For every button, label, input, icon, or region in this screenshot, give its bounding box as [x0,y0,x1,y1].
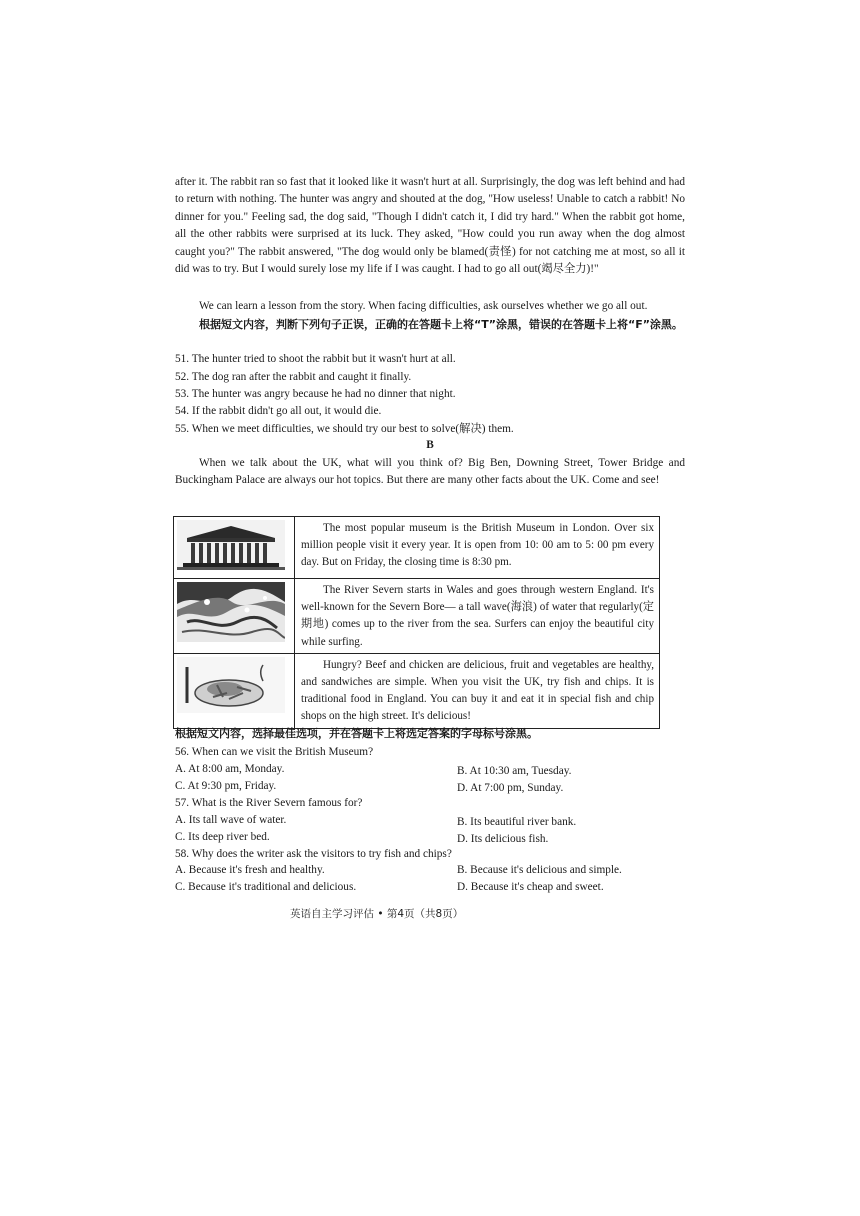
passage-a-lesson: We can learn a lesson from the story. When facing difficulties, ask ourselves whether we go all out. [199,300,648,312]
british-museum-photo [177,520,285,570]
option-56-a: A. At 8:00 am, Monday. [175,763,285,775]
option-58-a: A. Because it's fresh and healthy. [175,864,325,876]
question-58: 58. Why does the writer ask the visitors to try fish and chips? [175,848,452,860]
uk-facts-table [173,516,660,729]
table-text-cell [295,579,660,654]
table-row [174,517,660,579]
river-wave-photo [177,582,285,642]
multiple-choice-instruction: 根据短文内容，选择最佳选项，并在答题卡上将选定答案的字母标号涂黑。 [175,727,538,740]
table-image-cell [174,579,295,654]
passage-b-intro: When we talk about the UK, what will you think of? Big Ben, Downing Street, Tower Bridge and Buckingham Palace are always our hot topics. But there are many other facts about the UK. Come and see! [175,457,685,487]
table-row [174,653,660,728]
statement-55: 55. When we meet difficulties, we should try our best to solve(解决) them. [175,423,514,435]
museum-fact-text: The most popular museum is the British Museum in London. Over six million people visit it every year. It is open from 10: 00 am to 5: 00 pm every day. But on Friday, the closing time is 8:30 pm. [301,522,654,569]
statement-51: 51. The hunter tried to shoot the rabbit but it wasn't hurt at all. [175,353,456,365]
statement-52: 52. The dog ran after the rabbit and caught it finally. [175,371,412,383]
page-footer: 英语自主学习评估 • 第4页（共8页） [290,908,464,920]
option-56-d: D. At 7:00 pm, Sunday. [457,782,564,794]
option-57-d: D. Its delicious fish. [457,833,549,845]
option-56-b: B. At 10:30 am, Tuesday. [457,765,572,777]
statement-53: 53. The hunter was angry because he had no dinner that night. [175,388,456,400]
question-56: 56. When can we visit the British Museum? [175,746,374,758]
food-fact-text: Hungry? Beef and chicken are delicious, fruit and vegetables are healthy, and sandwiches are simple. When you visit the UK, try fish and chips. It is traditional food in England. You can buy it and eat it in special fish and chip shops on the high street. It's delicious! [301,658,654,723]
table-image-cell [174,653,295,728]
option-58-d: D. Because it's cheap and sweet. [457,881,604,893]
table-text-cell [295,517,660,579]
option-58-c: C. Because it's traditional and delicious. [175,881,357,893]
fish-and-chips-photo [177,657,285,713]
question-57: 57. What is the River Severn famous for? [175,797,363,809]
option-57-c: C. Its deep river bed. [175,831,270,843]
option-58-b: B. Because it's delicious and simple. [457,864,622,876]
true-false-instruction: 根据短文内容，判断下列句子正误，正确的在答题卡上将“T”涂黑，错误的在答题卡上将“F”涂黑。 [199,318,683,331]
option-57-a: A. Its tall wave of water. [175,814,287,826]
statement-54: 54. If the rabbit didn't go all out, it would die. [175,405,382,417]
river-fact-text: The River Severn starts in Wales and goes through western England. It's well-known for the Severn Bore— a tall wave(海浪) of water that regularly(定期地) comes up to the river from the sea. Surfers can enjoy the beautiful city while surfing. [301,584,654,648]
section-heading-b: B [426,439,434,451]
passage-a-paragraph: after it. The rabbit ran so fast that it looked like it wasn't hurt at all. Surprisingly, the dog was left behind and had to return with nothing. The hunter was angry and shouted at the dog, "How useless! Unable to catch a rabbit! No dinner for you." Feeling sad, the dog said, "Though I didn't catch it, I did try hard." When the rabbit got home, all the other rabbits were surprised at its luck. They asked, "How could you run away when the dog almost caught you?" The rabbit answered, "The dog would only be blamed(责怪) for not catching me at most, so all it did was to try. But I would surely lose my life if I was caught. I had to go all out(竭尽全力)!" [175,176,685,276]
option-56-c: C. At 9:30 pm, Friday. [175,780,277,792]
option-57-b: B. Its beautiful river bank. [457,816,577,828]
table-text-cell [295,653,660,728]
table-image-cell [174,517,295,579]
table-row [174,579,660,654]
